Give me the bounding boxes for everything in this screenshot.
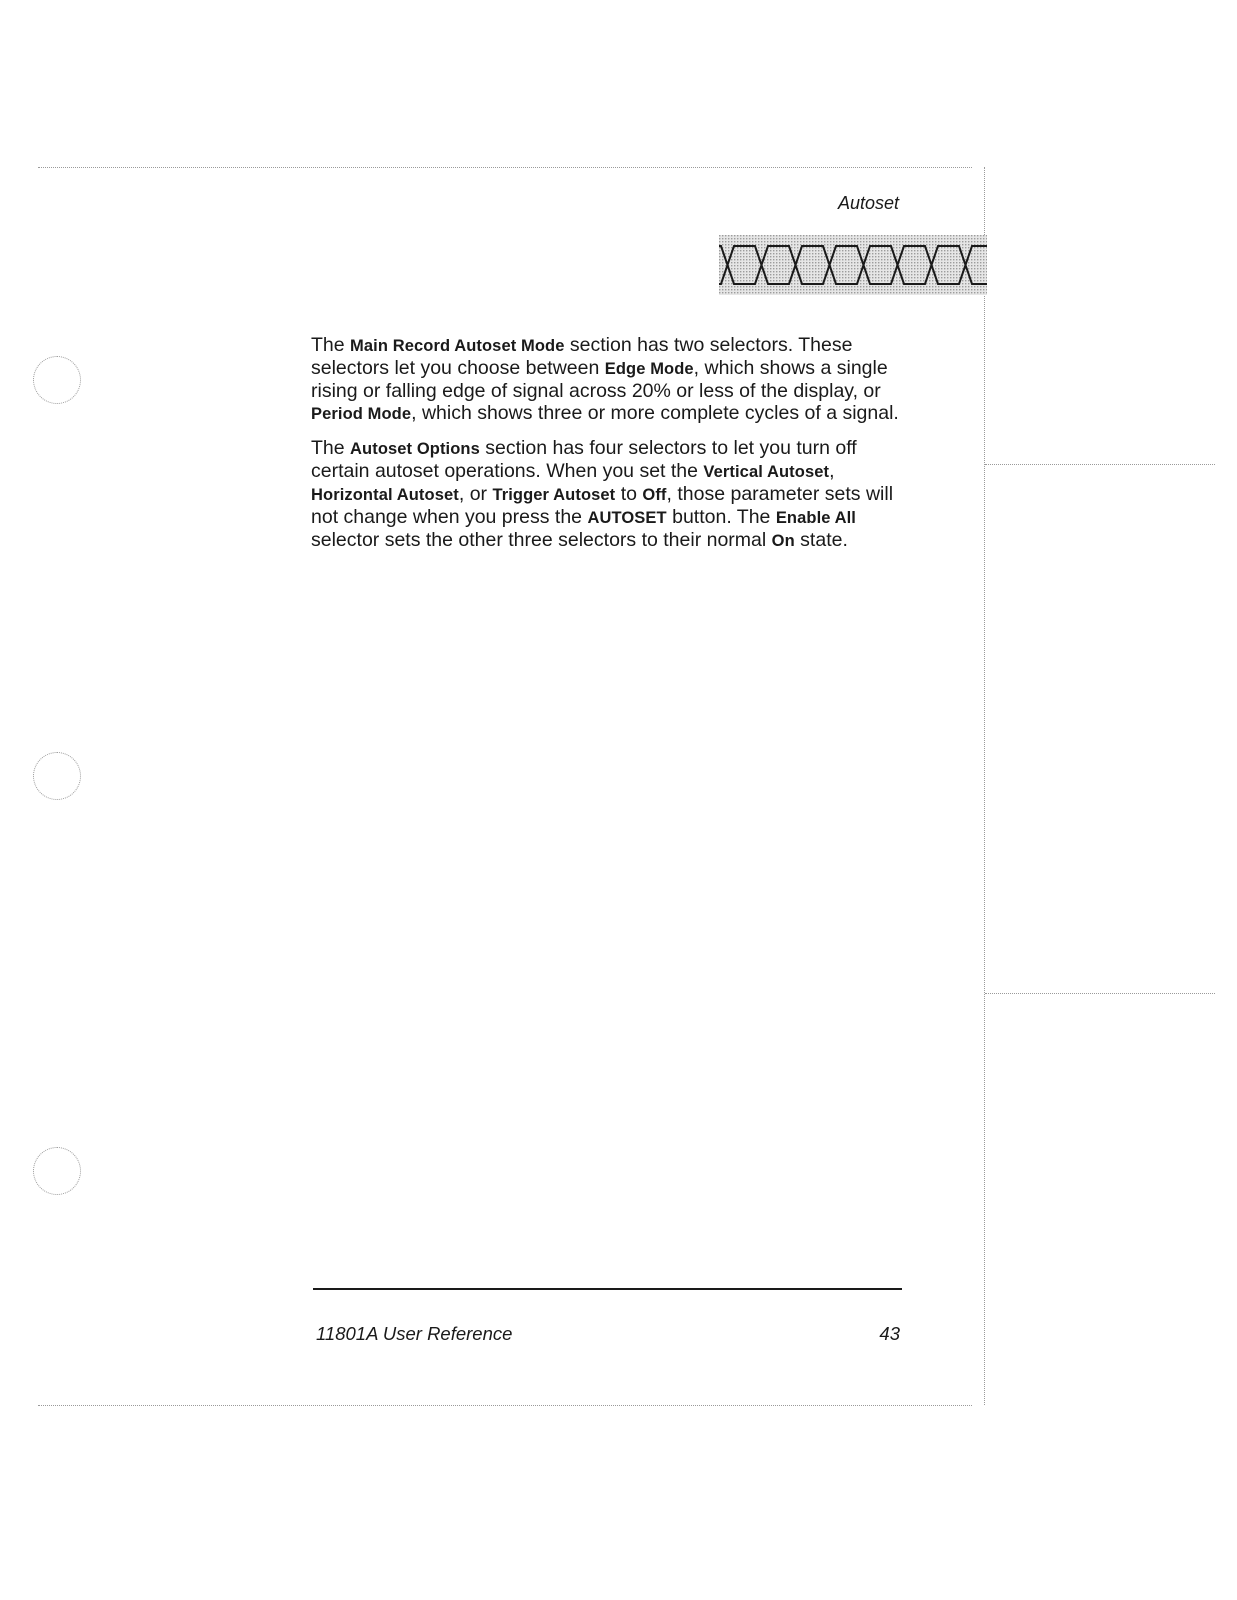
body-text (311, 334, 906, 564)
selector-name: Vertical Autoset (703, 463, 830, 481)
punch-hole-icon (33, 356, 81, 404)
selector-name: Autoset Options (350, 440, 480, 458)
selector-name: Period Mode (311, 405, 412, 423)
punch-hole-icon (33, 752, 81, 800)
waveform-tab-icon (719, 235, 987, 295)
page-border-bottom (38, 1405, 972, 1406)
punch-hole-icon (33, 1147, 81, 1195)
selector-name: Main Record Autoset Mode (350, 337, 565, 355)
manual-title: 11801A User Reference (316, 1323, 513, 1344)
tab-divider-line (985, 993, 1215, 994)
selector-name: Edge Mode (604, 360, 694, 378)
running-head: Autoset (837, 193, 899, 213)
paragraph-main-record-autoset: The Main Record Autoset Mode section has two selectors. These selectors let you choose between Edge Mode, which shows a single rising or falling edge of signal across 20% or less of the display, or Period Mode, which shows three or more complete cycles of a signal. (311, 334, 899, 424)
footer-rule (313, 1288, 902, 1290)
paragraph-autoset-options: The Autoset Options section has four selectors to let you turn off certain autoset operations. When you set the Vertical Autoset, Horizontal Autoset, or Trigger Autoset to Off, those parameter sets will not change when you press the AUTOSET button. The Enable All selector sets the other three selectors to their normal On state. (311, 437, 894, 551)
selector-name: Horizontal Autoset (311, 486, 459, 504)
page-number: 43 (879, 1323, 900, 1344)
tab-divider-line (985, 464, 1215, 465)
selector-name: Enable All (775, 509, 856, 527)
selector-name: Off (642, 486, 667, 504)
page-border-top (38, 167, 972, 168)
button-name: AUTOSET (587, 509, 667, 527)
page-border-right (984, 167, 985, 1405)
selector-name: Trigger Autoset (492, 486, 616, 504)
selector-name: On (771, 532, 795, 550)
